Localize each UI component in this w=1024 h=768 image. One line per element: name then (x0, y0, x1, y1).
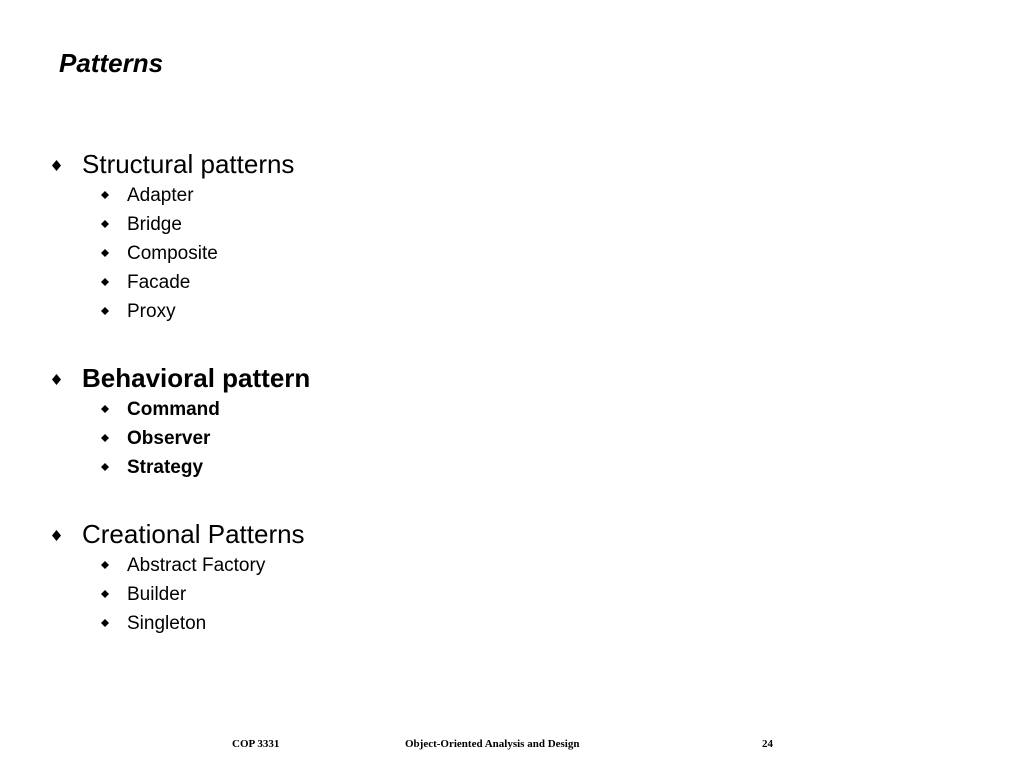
diamond-bullet-icon (101, 239, 111, 268)
list-item (0, 297, 700, 326)
section-heading: Behavioral pattern (82, 363, 311, 393)
list-item (0, 609, 700, 638)
list-item (0, 424, 700, 453)
diamond-bullet-icon (101, 424, 111, 453)
bullet-item-behavioral (0, 361, 700, 395)
list-item-label: Proxy (127, 301, 176, 322)
list-item (0, 551, 700, 580)
list-item-label: Observer (127, 428, 211, 449)
section-behavioral (0, 361, 700, 482)
list-item-label: Abstract Factory (127, 555, 266, 576)
diamond-bullet-icon (101, 181, 111, 210)
diamond-bullet-icon (101, 395, 111, 424)
section-heading: Creational Patterns (82, 519, 305, 549)
diamond-bullet-icon (52, 361, 66, 395)
list-item-label: Builder (127, 584, 187, 605)
list-item-label: Composite (127, 243, 218, 264)
footer-page-number: 24 (762, 738, 773, 750)
bullet-item-structural (0, 147, 700, 181)
diamond-bullet-icon (101, 268, 111, 297)
list-item (0, 395, 700, 424)
diamond-bullet-icon (52, 147, 66, 181)
list-item (0, 453, 700, 482)
section-structural (0, 147, 700, 326)
list-item (0, 268, 700, 297)
slide-title: Patterns (59, 48, 164, 78)
diamond-bullet-icon (101, 210, 111, 239)
list-item-label: Command (127, 399, 220, 420)
diamond-bullet-icon (52, 517, 66, 551)
diamond-bullet-icon (101, 453, 111, 482)
diamond-bullet-icon (101, 609, 111, 638)
list-item-label: Facade (127, 272, 191, 293)
footer-course-code: COP 3331 (232, 738, 280, 750)
list-item-label: Singleton (127, 613, 207, 634)
section-creational (0, 517, 700, 638)
list-item (0, 210, 700, 239)
list-item (0, 239, 700, 268)
list-item-label: Strategy (127, 457, 204, 478)
bullet-item-creational (0, 517, 700, 551)
list-item-label: Bridge (127, 214, 182, 235)
diamond-bullet-icon (101, 551, 111, 580)
footer-course-title: Object-Oriented Analysis and Design (405, 738, 580, 750)
list-item (0, 580, 700, 609)
diamond-bullet-icon (101, 580, 111, 609)
list-item (0, 181, 700, 210)
section-heading: Structural patterns (82, 149, 295, 179)
list-item-label: Adapter (127, 185, 194, 206)
diamond-bullet-icon (101, 297, 111, 326)
